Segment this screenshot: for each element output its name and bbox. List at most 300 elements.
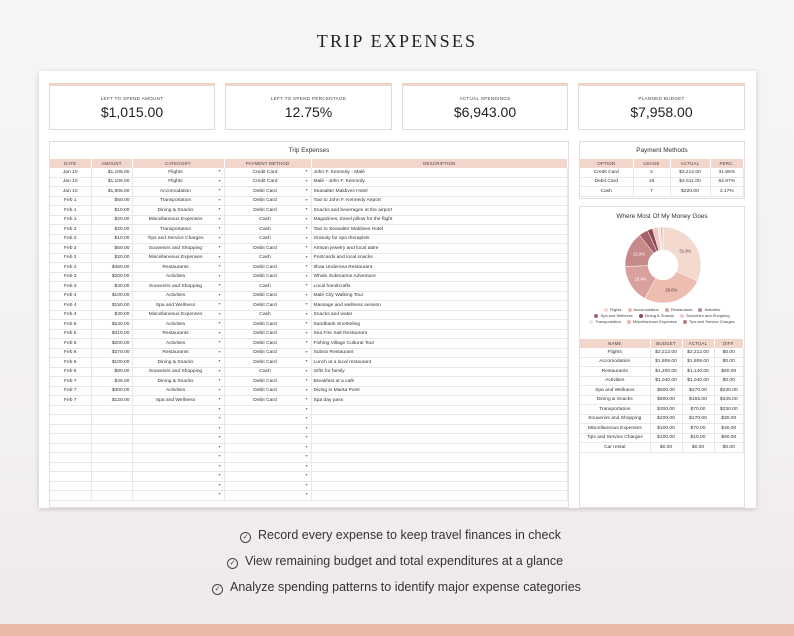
payment-method-dropdown[interactable]: [224, 253, 311, 263]
date-cell[interactable]: [50, 415, 91, 425]
chevron-down-icon[interactable]: ▾: [305, 187, 308, 192]
chevron-down-icon[interactable]: ▾: [218, 443, 221, 449]
amount-cell[interactable]: [91, 386, 132, 396]
chevron-down-icon[interactable]: ▾: [305, 167, 308, 173]
description-cell[interactable]: [311, 424, 568, 434]
amount-cell[interactable]: [91, 177, 132, 187]
cell-text: Feb 2: [63, 236, 77, 242]
description-cell[interactable]: [311, 291, 568, 301]
date-cell[interactable]: [50, 215, 91, 225]
chevron-down-icon[interactable]: ▾: [218, 348, 221, 354]
chevron-down-icon[interactable]: ▾: [305, 301, 308, 306]
date-cell[interactable]: [50, 396, 91, 406]
description-cell[interactable]: [311, 367, 568, 377]
chevron-down-icon[interactable]: ▾: [218, 405, 221, 411]
table-row[interactable]: [50, 405, 568, 415]
payment-method-dropdown[interactable]: [224, 206, 311, 216]
payment-method-dropdown[interactable]: [224, 377, 311, 387]
date-cell[interactable]: [50, 367, 91, 377]
category-dropdown[interactable]: [132, 215, 224, 225]
description-cell[interactable]: [311, 472, 568, 482]
description-cell[interactable]: [311, 263, 568, 273]
amount-cell[interactable]: [91, 301, 132, 311]
category-dropdown[interactable]: [132, 253, 224, 263]
chevron-down-icon[interactable]: ▾: [305, 282, 308, 287]
table-row[interactable]: [50, 215, 568, 225]
date-cell[interactable]: [50, 282, 91, 292]
chevron-down-icon[interactable]: ▾: [305, 405, 308, 411]
table-row[interactable]: [50, 301, 568, 311]
payment-method-dropdown[interactable]: [224, 301, 311, 311]
category-dropdown[interactable]: [132, 272, 224, 282]
table-row[interactable]: [50, 291, 568, 301]
date-cell[interactable]: [50, 453, 91, 463]
date-cell[interactable]: [50, 168, 91, 178]
amount-cell[interactable]: [91, 453, 132, 463]
payment-method-dropdown[interactable]: [224, 462, 311, 472]
date-cell[interactable]: [50, 443, 91, 453]
description-cell[interactable]: [311, 310, 568, 320]
category-dropdown[interactable]: [132, 291, 224, 301]
table-row[interactable]: [50, 424, 568, 434]
chevron-down-icon[interactable]: ▾: [305, 377, 308, 382]
chevron-down-icon[interactable]: ▾: [218, 329, 221, 335]
payment-method-dropdown[interactable]: [224, 310, 311, 320]
payment-method-dropdown[interactable]: [224, 434, 311, 444]
category-dropdown[interactable]: [132, 491, 224, 501]
date-cell[interactable]: [50, 263, 91, 273]
table-row[interactable]: [50, 358, 568, 368]
table-row[interactable]: [50, 434, 568, 444]
description-cell[interactable]: [311, 415, 568, 425]
table-row[interactable]: [50, 253, 568, 263]
table-row[interactable]: [50, 329, 568, 339]
payment-method-dropdown[interactable]: [224, 415, 311, 425]
amount-cell[interactable]: [91, 168, 132, 178]
amount-cell[interactable]: [91, 272, 132, 282]
description-cell[interactable]: [311, 443, 568, 453]
table-row[interactable]: [50, 472, 568, 482]
chevron-down-icon[interactable]: ▾: [305, 453, 308, 458]
date-cell[interactable]: [50, 234, 91, 244]
payment-method-dropdown[interactable]: [224, 177, 311, 187]
description-cell[interactable]: [311, 462, 568, 472]
description-cell[interactable]: [311, 377, 568, 387]
category-dropdown[interactable]: [132, 187, 224, 197]
description-cell[interactable]: [311, 206, 568, 216]
column-header-date[interactable]: DATE: [50, 159, 91, 168]
chevron-down-icon[interactable]: ▾: [305, 358, 308, 363]
description-cell[interactable]: [311, 253, 568, 263]
payment-method-dropdown[interactable]: [224, 244, 311, 254]
actual-cell: $2,212.00: [670, 168, 710, 178]
date-cell[interactable]: [50, 358, 91, 368]
table-row[interactable]: [50, 225, 568, 235]
table-row[interactable]: [50, 462, 568, 472]
category-dropdown[interactable]: [132, 386, 224, 396]
table-row[interactable]: [50, 168, 568, 178]
chevron-down-icon[interactable]: ▾: [218, 386, 221, 392]
chevron-down-icon[interactable]: ▾: [218, 339, 221, 344]
category-dropdown[interactable]: [132, 415, 224, 425]
payment-method-dropdown[interactable]: [224, 234, 311, 244]
date-cell[interactable]: [50, 472, 91, 482]
chevron-down-icon[interactable]: ▾: [305, 396, 308, 401]
chevron-down-icon[interactable]: ▾: [305, 196, 308, 202]
payment-method-dropdown[interactable]: [224, 396, 311, 406]
date-cell[interactable]: [50, 301, 91, 311]
date-cell[interactable]: [50, 434, 91, 444]
amount-cell[interactable]: [91, 472, 132, 482]
chevron-down-icon[interactable]: ▾: [218, 244, 221, 249]
amount-cell[interactable]: [91, 291, 132, 301]
chevron-down-icon[interactable]: ▾: [305, 462, 308, 468]
category-dropdown[interactable]: [132, 168, 224, 178]
table-row[interactable]: [50, 443, 568, 453]
chevron-down-icon[interactable]: ▾: [305, 206, 308, 211]
description-cell[interactable]: [311, 272, 568, 282]
date-cell[interactable]: [50, 405, 91, 415]
amount-cell[interactable]: [91, 253, 132, 263]
description-cell[interactable]: [311, 434, 568, 444]
date-cell[interactable]: [50, 339, 91, 349]
category-dropdown[interactable]: [132, 177, 224, 187]
table-row[interactable]: [50, 196, 568, 206]
amount-cell[interactable]: [91, 405, 132, 415]
amount-cell[interactable]: [91, 358, 132, 368]
chevron-down-icon[interactable]: ▾: [218, 396, 221, 401]
category-dropdown[interactable]: [132, 405, 224, 415]
chevron-down-icon[interactable]: ▾: [305, 244, 308, 249]
date-cell[interactable]: [50, 386, 91, 396]
category-dropdown[interactable]: [132, 396, 224, 406]
chevron-down-icon[interactable]: ▾: [218, 167, 221, 173]
chevron-down-icon[interactable]: ▾: [218, 424, 221, 430]
amount-cell[interactable]: [91, 462, 132, 472]
category-dropdown[interactable]: [132, 453, 224, 463]
table-row[interactable]: [50, 348, 568, 358]
amount-cell[interactable]: [91, 339, 132, 349]
column-header-budget[interactable]: BUDGET: [650, 339, 682, 348]
chevron-down-icon[interactable]: ▾: [218, 358, 221, 363]
chevron-down-icon[interactable]: ▾: [218, 215, 221, 221]
payment-method-dropdown[interactable]: [224, 491, 311, 501]
amount-cell[interactable]: [91, 443, 132, 453]
payment-method-dropdown[interactable]: [224, 168, 311, 178]
payment-method-dropdown[interactable]: [224, 187, 311, 197]
table-row[interactable]: [50, 310, 568, 320]
category-dropdown[interactable]: [132, 225, 224, 235]
amount-cell[interactable]: [91, 310, 132, 320]
table-row[interactable]: [50, 234, 568, 244]
amount-cell[interactable]: [91, 234, 132, 244]
chevron-down-icon[interactable]: ▾: [305, 424, 308, 430]
description-cell[interactable]: [311, 453, 568, 463]
chevron-down-icon[interactable]: ▾: [305, 225, 308, 230]
chevron-down-icon[interactable]: ▾: [305, 434, 308, 439]
chevron-down-icon[interactable]: ▾: [218, 453, 221, 458]
category-dropdown[interactable]: [132, 206, 224, 216]
table-row[interactable]: [50, 263, 568, 273]
chevron-down-icon[interactable]: ▾: [218, 234, 221, 240]
payment-method-dropdown[interactable]: [224, 282, 311, 292]
table-row[interactable]: [50, 396, 568, 406]
amount-cell[interactable]: [91, 481, 132, 491]
table-row[interactable]: [50, 272, 568, 282]
category-dropdown[interactable]: [132, 263, 224, 273]
payment-method-dropdown[interactable]: [224, 481, 311, 491]
table-row[interactable]: [50, 320, 568, 330]
chevron-down-icon[interactable]: ▾: [218, 377, 221, 382]
description-cell[interactable]: [311, 234, 568, 244]
chevron-down-icon[interactable]: ▾: [305, 472, 308, 477]
category-dropdown[interactable]: [132, 358, 224, 368]
payment-method-dropdown[interactable]: [224, 263, 311, 273]
category-dropdown[interactable]: [132, 244, 224, 254]
payment-method-dropdown[interactable]: [224, 472, 311, 482]
amount-cell[interactable]: [91, 225, 132, 235]
date-cell[interactable]: [50, 206, 91, 216]
category-dropdown[interactable]: [132, 424, 224, 434]
description-cell[interactable]: [311, 168, 568, 178]
category-dropdown[interactable]: [132, 282, 224, 292]
payment-method-dropdown[interactable]: [224, 272, 311, 282]
amount-cell[interactable]: [91, 424, 132, 434]
payment-method-dropdown[interactable]: [224, 320, 311, 330]
table-row[interactable]: [50, 339, 568, 349]
date-cell[interactable]: [50, 244, 91, 254]
column-header-actual[interactable]: ACTUAL: [682, 339, 714, 348]
description-cell[interactable]: [311, 282, 568, 292]
column-header-usage[interactable]: USAGE: [633, 159, 670, 168]
category-dropdown[interactable]: [132, 434, 224, 444]
chevron-down-icon[interactable]: ▾: [218, 462, 221, 468]
description-cell[interactable]: [311, 339, 568, 349]
table-row[interactable]: [50, 415, 568, 425]
chevron-down-icon[interactable]: ▾: [218, 472, 221, 477]
date-cell[interactable]: [50, 177, 91, 187]
table-row[interactable]: [50, 187, 568, 197]
chevron-down-icon[interactable]: ▾: [218, 301, 221, 306]
chevron-down-icon[interactable]: ▾: [305, 329, 308, 335]
table-row[interactable]: [50, 206, 568, 216]
date-cell[interactable]: [50, 310, 91, 320]
description-cell[interactable]: [311, 358, 568, 368]
description-cell[interactable]: [311, 491, 568, 501]
chevron-down-icon[interactable]: ▾: [305, 348, 308, 354]
table-row[interactable]: [50, 244, 568, 254]
date-cell[interactable]: [50, 348, 91, 358]
chevron-down-icon[interactable]: ▾: [305, 367, 308, 373]
chevron-down-icon[interactable]: ▾: [218, 291, 221, 297]
amount-cell[interactable]: [91, 377, 132, 387]
chevron-down-icon[interactable]: ▾: [305, 320, 308, 325]
amount-cell[interactable]: [91, 329, 132, 339]
date-cell[interactable]: [50, 481, 91, 491]
amount-cell[interactable]: [91, 491, 132, 501]
cell-text: Souvenirs and Shopping: [148, 369, 203, 375]
payment-method-dropdown[interactable]: [224, 348, 311, 358]
category-dropdown[interactable]: [132, 443, 224, 453]
chevron-down-icon[interactable]: ▾: [305, 443, 308, 449]
category-dropdown[interactable]: [132, 462, 224, 472]
date-cell[interactable]: [50, 272, 91, 282]
cell-text: Debit Card: [253, 274, 277, 280]
chevron-down-icon[interactable]: ▾: [305, 386, 308, 392]
description-cell[interactable]: [311, 405, 568, 415]
column-header-option[interactable]: OPTION: [580, 159, 633, 168]
column-header-payment-method[interactable]: PAYMENT METHOD: [224, 159, 311, 168]
category-dropdown[interactable]: [132, 367, 224, 377]
payment-method-dropdown[interactable]: [224, 358, 311, 368]
chevron-down-icon[interactable]: ▾: [218, 434, 221, 439]
amount-cell[interactable]: [91, 396, 132, 406]
chevron-down-icon[interactable]: ▾: [305, 234, 308, 240]
chevron-down-icon[interactable]: ▾: [218, 491, 221, 496]
chevron-down-icon[interactable]: ▾: [305, 253, 308, 259]
table-row[interactable]: [50, 386, 568, 396]
chevron-down-icon[interactable]: ▾: [218, 310, 221, 316]
table-row[interactable]: [50, 481, 568, 491]
chevron-down-icon[interactable]: ▾: [218, 253, 221, 259]
description-cell[interactable]: [311, 215, 568, 225]
amount-cell[interactable]: [91, 215, 132, 225]
category-dropdown[interactable]: [132, 196, 224, 206]
date-cell[interactable]: [50, 491, 91, 501]
description-cell[interactable]: [311, 301, 568, 311]
chevron-down-icon[interactable]: ▾: [305, 215, 308, 221]
description-cell[interactable]: [311, 481, 568, 491]
date-cell[interactable]: [50, 424, 91, 434]
feature-item: [212, 580, 581, 595]
payment-method-dropdown[interactable]: [224, 424, 311, 434]
chevron-down-icon[interactable]: ▾: [305, 177, 308, 183]
date-cell[interactable]: [50, 225, 91, 235]
payment-method-dropdown[interactable]: [224, 329, 311, 339]
description-cell[interactable]: [311, 348, 568, 358]
chevron-down-icon[interactable]: ▾: [218, 320, 221, 325]
category-dropdown[interactable]: [132, 301, 224, 311]
chevron-down-icon[interactable]: ▾: [218, 225, 221, 230]
chevron-down-icon[interactable]: ▾: [305, 415, 308, 420]
chevron-down-icon[interactable]: ▾: [305, 263, 308, 268]
category-dropdown[interactable]: [132, 329, 224, 339]
description-cell[interactable]: [311, 386, 568, 396]
category-dropdown[interactable]: [132, 234, 224, 244]
column-header-perc[interactable]: PERC.: [710, 159, 744, 168]
description-cell[interactable]: [311, 196, 568, 206]
table-row[interactable]: [50, 491, 568, 501]
payment-method-dropdown[interactable]: [224, 225, 311, 235]
payment-method-dropdown[interactable]: [224, 386, 311, 396]
chevron-down-icon[interactable]: ▾: [305, 481, 308, 487]
payment-method-dropdown[interactable]: [224, 405, 311, 415]
category-dropdown[interactable]: [132, 310, 224, 320]
chevron-down-icon[interactable]: ▾: [218, 206, 221, 211]
column-header-amount[interactable]: AMOUNT: [91, 159, 132, 168]
date-cell[interactable]: [50, 377, 91, 387]
category-dropdown[interactable]: [132, 320, 224, 330]
date-cell[interactable]: [50, 291, 91, 301]
date-cell[interactable]: [50, 320, 91, 330]
amount-cell[interactable]: [91, 187, 132, 197]
table-row[interactable]: [50, 177, 568, 187]
table-row[interactable]: [50, 367, 568, 377]
category-dropdown[interactable]: [132, 339, 224, 349]
payment-method-dropdown[interactable]: [224, 339, 311, 349]
description-cell[interactable]: [311, 244, 568, 254]
payment-method-dropdown[interactable]: [224, 196, 311, 206]
chevron-down-icon[interactable]: ▾: [218, 187, 221, 192]
description-cell[interactable]: [311, 329, 568, 339]
chevron-down-icon[interactable]: ▾: [218, 282, 221, 287]
chevron-down-icon[interactable]: ▾: [218, 196, 221, 202]
column-header-category[interactable]: CATEGORY: [132, 159, 224, 168]
date-cell[interactable]: [50, 187, 91, 197]
payment-method-dropdown[interactable]: [224, 443, 311, 453]
table-row[interactable]: [50, 377, 568, 387]
amount-cell[interactable]: [91, 320, 132, 330]
amount-cell[interactable]: [91, 348, 132, 358]
amount-cell[interactable]: [91, 244, 132, 254]
cell-text: Activities: [165, 321, 186, 327]
trip-expenses-body: [50, 168, 568, 501]
amount-cell[interactable]: [91, 196, 132, 206]
chevron-down-icon[interactable]: ▾: [218, 272, 221, 278]
chevron-down-icon[interactable]: ▾: [305, 291, 308, 297]
amount-cell[interactable]: [91, 282, 132, 292]
chevron-down-icon[interactable]: ▾: [218, 415, 221, 420]
chevron-down-icon[interactable]: ▾: [305, 339, 308, 344]
description-cell[interactable]: [311, 187, 568, 197]
date-cell[interactable]: [50, 329, 91, 339]
table-row[interactable]: [50, 453, 568, 463]
description-cell[interactable]: [311, 396, 568, 406]
description-cell[interactable]: [311, 320, 568, 330]
chevron-down-icon[interactable]: ▾: [218, 177, 221, 183]
chevron-down-icon[interactable]: ▾: [218, 263, 221, 268]
amount-cell[interactable]: [91, 206, 132, 216]
payment-method-dropdown[interactable]: [224, 453, 311, 463]
column-header-actual[interactable]: ACTUAL: [670, 159, 710, 168]
table-row[interactable]: [50, 282, 568, 292]
amount-cell[interactable]: [91, 367, 132, 377]
chevron-down-icon[interactable]: ▾: [305, 310, 308, 316]
date-cell[interactable]: [50, 462, 91, 472]
column-header-name[interactable]: NAME: [580, 339, 650, 348]
column-header-description[interactable]: DESCRIPTION: [311, 159, 568, 168]
description-cell[interactable]: [311, 225, 568, 235]
chevron-down-icon[interactable]: ▾: [218, 481, 221, 487]
column-header-diff[interactable]: DIFF.: [714, 339, 744, 348]
category-dropdown[interactable]: [132, 481, 224, 491]
chevron-down-icon[interactable]: ▾: [218, 367, 221, 373]
chevron-down-icon[interactable]: ▾: [305, 272, 308, 278]
amount-cell[interactable]: [91, 263, 132, 273]
payment-method-dropdown[interactable]: [224, 367, 311, 377]
description-cell[interactable]: [311, 177, 568, 187]
date-cell[interactable]: [50, 253, 91, 263]
category-dropdown[interactable]: [132, 377, 224, 387]
payment-method-dropdown[interactable]: [224, 215, 311, 225]
category-dropdown[interactable]: [132, 472, 224, 482]
chevron-down-icon[interactable]: ▾: [305, 491, 308, 496]
category-dropdown[interactable]: [132, 348, 224, 358]
amount-cell[interactable]: [91, 434, 132, 444]
payment-method-dropdown[interactable]: [224, 291, 311, 301]
amount-cell[interactable]: [91, 415, 132, 425]
date-cell[interactable]: [50, 196, 91, 206]
